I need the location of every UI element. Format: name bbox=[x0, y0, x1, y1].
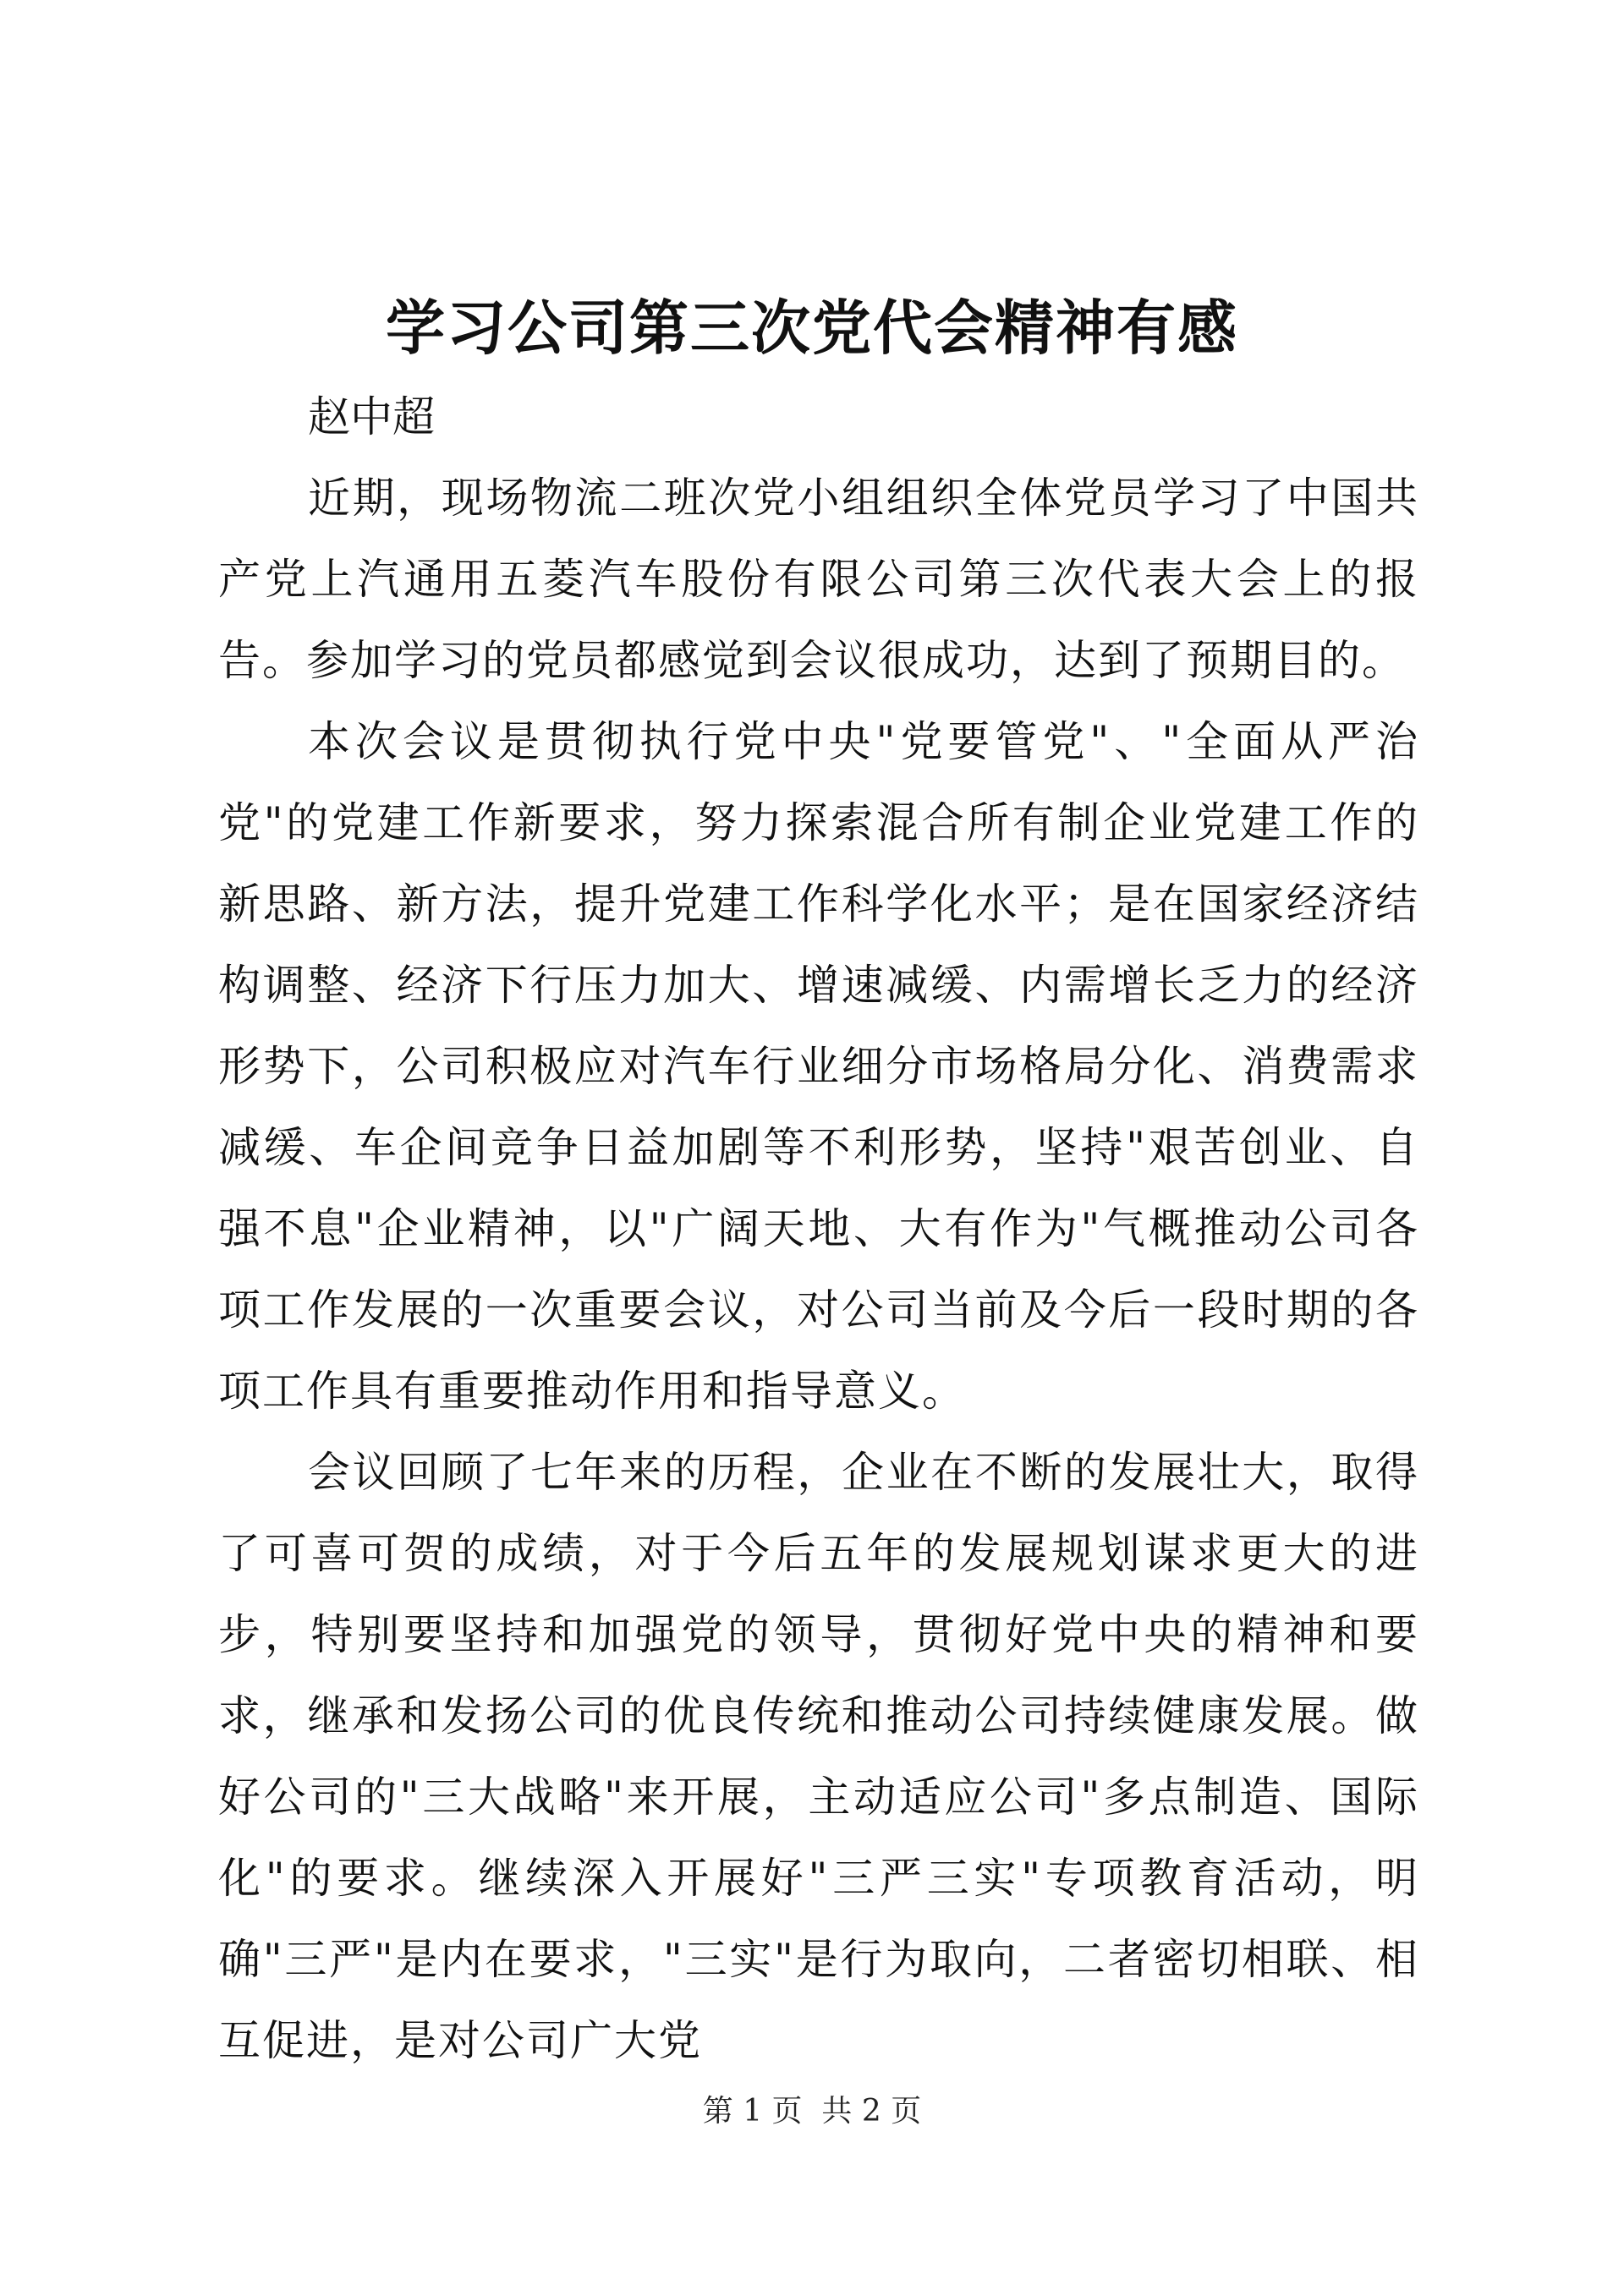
document-body bbox=[218, 376, 1419, 2081]
paragraph-2: 本次会议是贯彻执行党中央"党要管党"、"全面从严治党"的党建工作新要求，努力探索混合所有制企业党建工作的新思路、新方法，提升党建工作科学化水平；是在国家经济结构调整、经济下行压力加大、增速减缓、内需增长乏力的经济形势下，公司积极应对汽车行业细分市场格局分化、消费需求减缓、车企间竞争日益加剧等不利形势，坚持"艰苦创业、自强不息"企业精神，以"广阔天地、大有作为"气概推动公司各项工作发展的一次重要会议，对公司当前及今后一段时期的各项工作具有重要推动作用和指导意义。 bbox=[218, 717, 1419, 1416]
page-number-label: 第 1 页 共 2 页 bbox=[702, 2094, 922, 2129]
document-title: 学习公司第三次党代会精神有感 bbox=[386, 293, 1238, 363]
page-footer bbox=[0, 2091, 1624, 2133]
paragraph-3: 会议回顾了七年来的历程，企业在不断的发展壮大，取得了可喜可贺的成绩，对于今后五年的发展规划谋求更大的进步，特别要坚持和加强党的领导，贯彻好党中央的精神和要求，继承和发扬公司的优良传统和推动公司持续健康发展。做好公司的"三大战略"来开展，主动适应公司"多点制造、国际化"的要求。继续深入开展好"三严三实"专项教育活动，明确"三严"是内在要求，"三实"是行为取向，二者密切相联、相互促进，是对公司广大党 bbox=[218, 1448, 1419, 2065]
author-name: 赵中超 bbox=[308, 392, 435, 441]
paragraph-1: 近期，现场物流二班次党小组组织全体党员学习了中国共产党上汽通用五菱汽车股份有限公司第三次代表大会上的报告。参加学习的党员都感觉到会议很成功，达到了预期目的。 bbox=[218, 474, 1419, 685]
